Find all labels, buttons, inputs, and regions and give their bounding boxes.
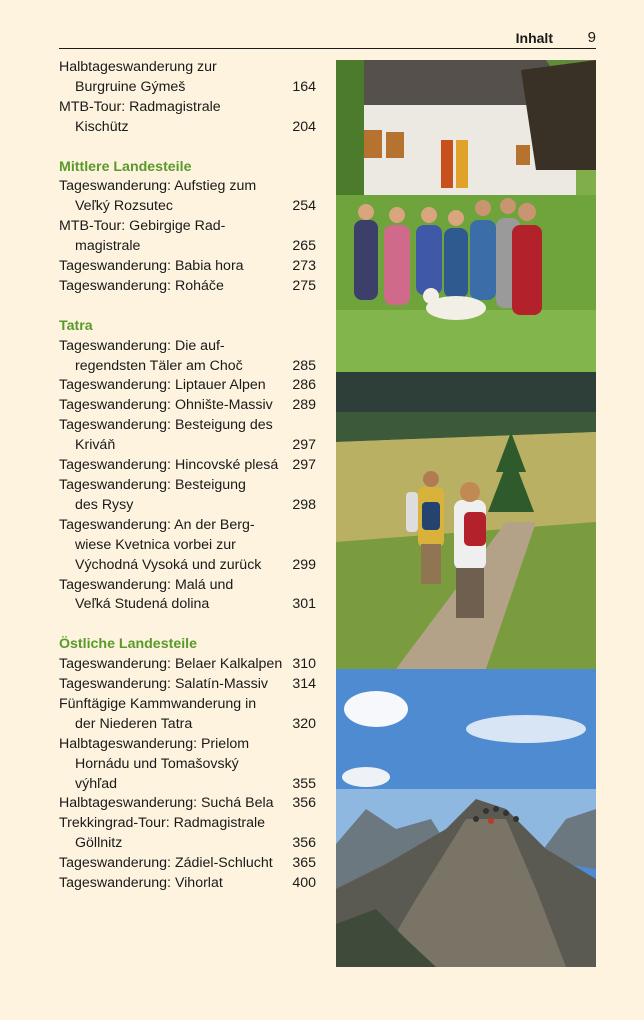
toc-entry-title-continued: Burgruine Gýmeš	[75, 78, 186, 95]
toc-entry-title: MTB-Tour: Gebirgige Rad-	[59, 218, 226, 235]
toc-entry[interactable]	[59, 98, 316, 138]
toc-entry-title-continued: des Rysy	[75, 496, 134, 513]
toc-entry-title-continued: Kriváň	[75, 437, 116, 454]
toc-entry[interactable]	[59, 655, 316, 675]
toc-entry-page: 314	[292, 676, 316, 693]
toc-entry[interactable]	[59, 516, 316, 576]
toc-entry-page: 298	[292, 496, 316, 513]
toc-entry[interactable]	[59, 177, 316, 217]
toc-entry-page: 164	[292, 78, 316, 95]
toc-entry[interactable]	[59, 257, 316, 277]
toc-entry-title: Tageswanderung: Belaer Kalkalpen	[59, 656, 283, 673]
toc-entry[interactable]	[59, 695, 316, 735]
toc-section	[59, 635, 316, 894]
photo-hikers-trail	[336, 372, 596, 669]
toc-section-title: Mittlere Landesteile	[59, 158, 192, 175]
photo-column	[336, 60, 596, 967]
toc-entry-title: Tageswanderung: Salatín-Massiv	[59, 676, 268, 693]
toc-entry-page: 265	[292, 238, 316, 255]
toc-entry[interactable]	[59, 854, 316, 874]
toc-entry-page: 356	[292, 795, 316, 812]
toc-entry-title-continued: Kischütz	[75, 118, 129, 135]
toc-entry-title: Tageswanderung: Hincovské plesá	[59, 457, 279, 474]
section-title: Inhalt	[515, 30, 553, 46]
toc-entry-title: Tageswanderung: Besteigung des	[59, 417, 273, 434]
toc-entry-title: Tageswanderung: Die auf-	[59, 337, 225, 354]
toc-entry-page: 356	[292, 835, 316, 852]
toc-entry[interactable]	[59, 874, 316, 894]
toc-entry-title-continued: der Niederen Tatra	[75, 715, 193, 732]
toc-entry-page: 320	[292, 715, 316, 732]
photo-summit	[336, 669, 596, 967]
toc-section	[59, 317, 316, 616]
toc-entry-title: Halbtageswanderung zur	[59, 59, 217, 75]
toc-entry-page: 297	[292, 437, 316, 454]
toc-entry-page: 310	[292, 656, 316, 673]
toc-entry-page: 285	[292, 357, 316, 374]
toc-entry[interactable]	[59, 814, 316, 854]
toc-entry[interactable]	[59, 416, 316, 456]
page-header	[59, 28, 596, 49]
toc-entry-title: Tageswanderung: Babia hora	[59, 258, 244, 275]
toc-section-title: Tatra	[59, 317, 93, 334]
toc-entry-title-continued: magistrale	[75, 238, 141, 255]
toc-entry-title-continued: Hornádu und Tomašovský	[75, 755, 239, 772]
toc-entry[interactable]	[59, 735, 316, 795]
toc-entry-title: Halbtageswanderung: Prielom	[59, 735, 250, 752]
toc-entry-title: Halbtageswanderung: Suchá Bela	[59, 795, 274, 812]
toc-entry-title-continued: Veľká Studená dolina	[75, 596, 210, 613]
toc-entry-title: Tageswanderung: Zádiel-Schlucht	[59, 855, 273, 872]
toc-entry-page: 365	[292, 855, 316, 872]
toc-entry-title: Tageswanderung: Besteigung	[59, 477, 246, 493]
toc-entry[interactable]	[59, 277, 316, 297]
toc-entry[interactable]	[59, 675, 316, 695]
toc-entry-title: MTB-Tour: Radmagistrale	[59, 98, 221, 115]
page-number: 9	[587, 29, 596, 46]
toc-entry-title: Tageswanderung: Roháče	[59, 277, 224, 294]
toc-entry-page: 355	[292, 775, 316, 792]
toc-entry-title: Tageswanderung: Liptauer Alpen	[59, 377, 266, 394]
toc-entry[interactable]	[59, 58, 316, 98]
toc-entry-title: Tageswanderung: Vihorlat	[59, 875, 223, 892]
toc-entry[interactable]	[59, 337, 316, 377]
toc-entry-page: 204	[292, 118, 316, 135]
toc-entry-title: Tageswanderung: Ohnište-Massiv	[59, 397, 273, 414]
toc-entry-page: 400	[292, 875, 316, 892]
toc-entry[interactable]	[59, 376, 316, 396]
toc-entry[interactable]	[59, 576, 316, 616]
toc-group-intro	[59, 58, 316, 138]
toc-entry-page: 289	[292, 397, 316, 414]
toc-entry[interactable]	[59, 476, 316, 516]
toc-entry[interactable]	[59, 217, 316, 257]
toc-entry-title-continued: Veľký Rozsutec	[75, 198, 173, 215]
toc-entry-title-continued: výhľad	[75, 775, 117, 792]
toc-entry-title-continued: wiese Kvetnica vorbei zur	[75, 536, 236, 553]
toc-entry-page: 273	[292, 258, 316, 275]
toc-entry-title: Tageswanderung: Aufstieg zum	[59, 178, 257, 195]
toc-entry-page: 299	[292, 556, 316, 573]
toc-entry-title-continued: Východná Vysoká und zurück	[75, 556, 262, 573]
toc-entry[interactable]	[59, 456, 316, 476]
toc-entry-page: 297	[292, 457, 316, 474]
table-of-contents	[59, 58, 316, 914]
photo-group-farmhouse	[336, 60, 596, 372]
toc-entry-page: 286	[292, 377, 316, 394]
toc-entry[interactable]	[59, 794, 316, 814]
toc-entry-title: Trekkingrad-Tour: Radmagistrale	[59, 815, 266, 832]
toc-entry-title: Tageswanderung: An der Berg-	[59, 516, 255, 533]
toc-section-title: Östliche Landesteile	[59, 636, 197, 653]
toc-entry-title: Fünftägige Kammwanderung in	[59, 695, 257, 712]
toc-entry-page: 254	[292, 198, 316, 215]
toc-entry-title-continued: Göllnitz	[75, 835, 123, 852]
toc-entry-title-continued: regendsten Täler am Choč	[75, 357, 243, 374]
toc-entry[interactable]	[59, 396, 316, 416]
toc-entry-page: 301	[292, 596, 316, 613]
toc-entry-page: 275	[292, 277, 316, 294]
toc-section	[59, 158, 316, 297]
toc-entry-title: Tageswanderung: Malá und	[59, 576, 234, 593]
